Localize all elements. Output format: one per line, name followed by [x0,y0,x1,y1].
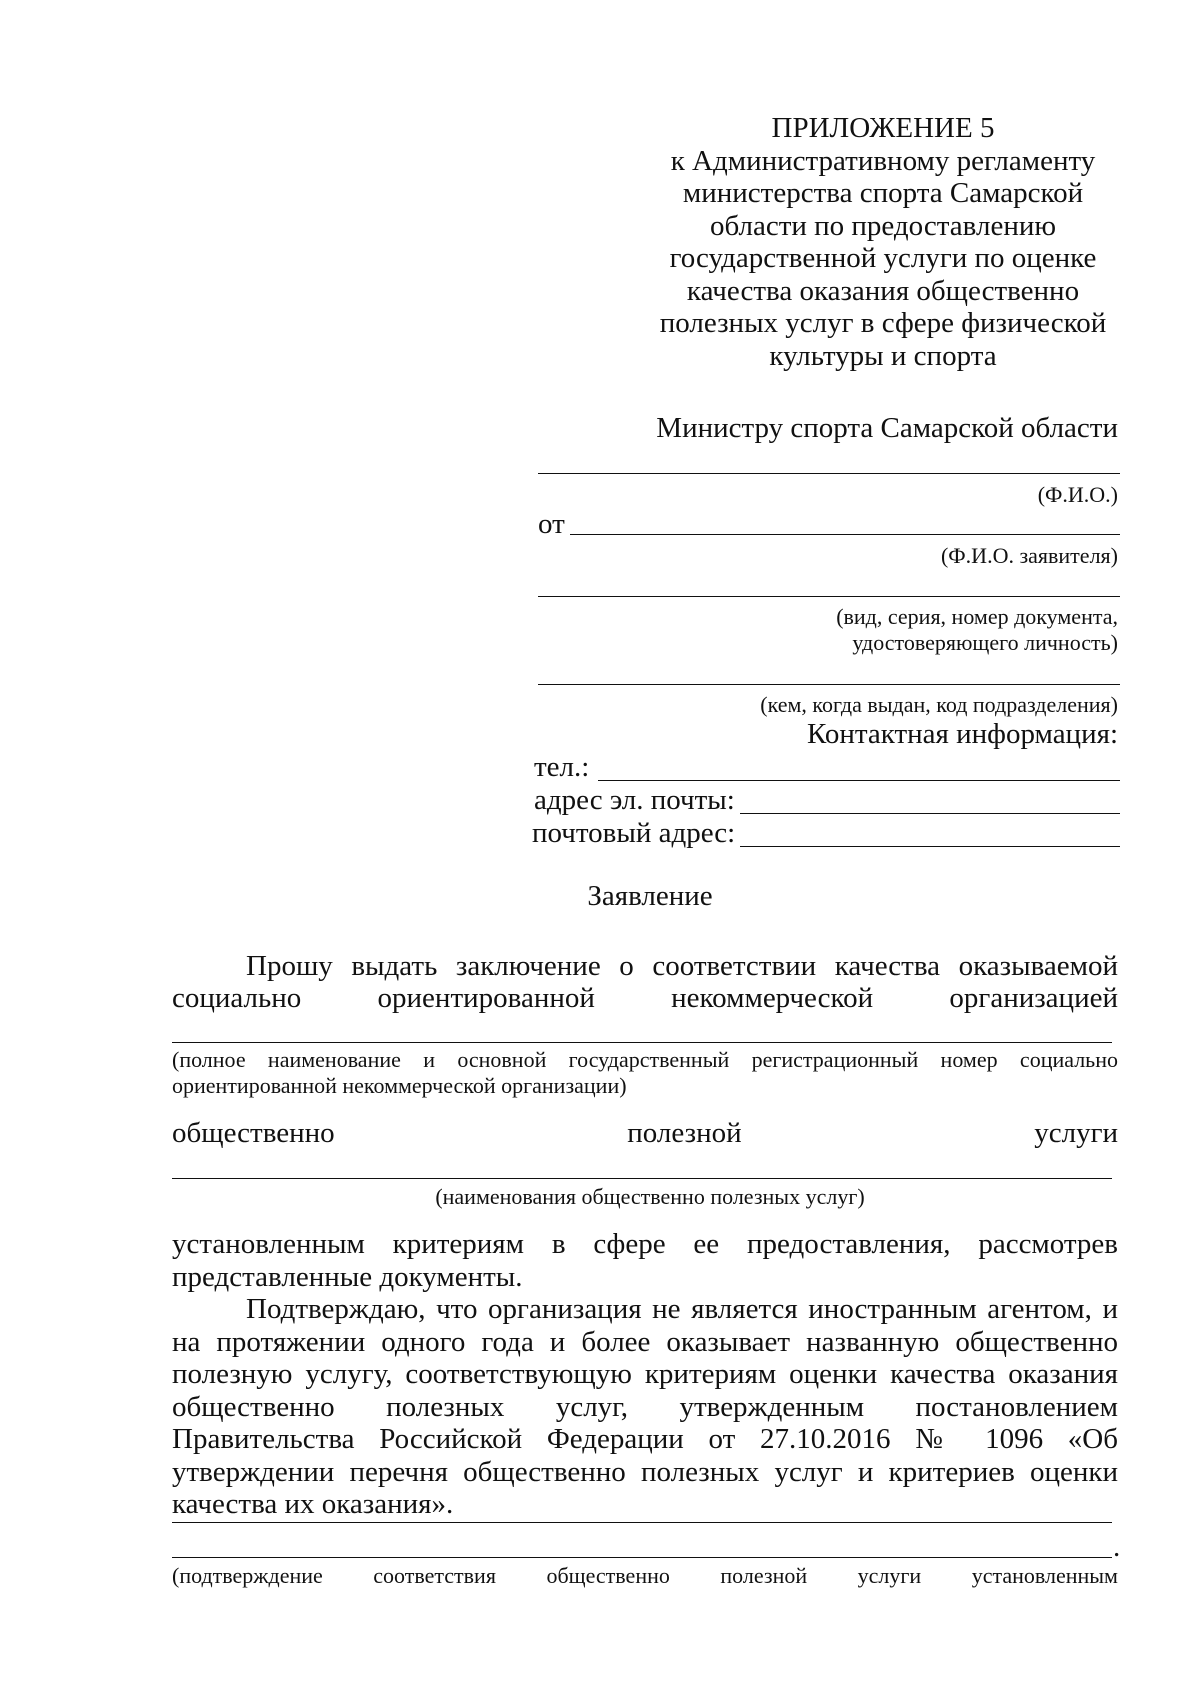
word: общественно [172,1117,335,1149]
appendix-title: ПРИЛОЖЕНИЕ 5 [771,112,995,144]
word: общественно [546,1563,670,1588]
identity-document-line[interactable] [538,596,1120,597]
appendix-line: области по предоставлению [709,209,1057,242]
document-caption-1: (вид, серия, номер документа, [836,604,1118,629]
email-label: адрес эл. почты: [534,784,735,816]
confirmation-paragraph: Подтверждаю, что организация не является иностранным агентом, и на протяжении одного года и более оказывает названную общественно полезную услугу, соответствующую критериям оценки качества оказания общественно полезных услуг, утвержденным постановлением Правительства Российской Федерации от 27.10.2016 № 1096 «Об утверждении перечня общественно полезных услуг и критериев оценки качества их оказания». [172,1293,1118,1520]
word: услуги [1034,1117,1118,1149]
word: полезной [720,1563,808,1588]
applicant-caption: (Ф.И.О. заявителя) [940,543,1118,568]
confirmation-field-2[interactable] [172,1557,1112,1558]
appendix-line: полезных услуг в сфере физической [659,307,1107,339]
word: ориентированной [377,982,595,1014]
word: некоммерческой [671,982,874,1014]
appendix-line: качества оказания общественно [686,274,1080,307]
service-name-field[interactable] [172,1178,1112,1179]
appendix-header [648,112,1118,372]
document-caption-2: удостоверяющего личность) [852,630,1118,655]
request-line-2 [172,982,1118,1014]
word: соответствия [373,1563,496,1588]
word: полезной [627,1117,742,1149]
word: организацией [949,982,1118,1014]
organization-name-field[interactable] [172,1042,1112,1043]
postal-address-field[interactable] [740,846,1120,847]
fio-caption: (Ф.И.О.) [1037,482,1118,507]
criteria-paragraph: установленным критериям в сфере ее предоставления, рассмотрев представленные документы. [172,1228,1118,1293]
email-field[interactable] [740,813,1120,814]
appendix-line: культуры и спорта [769,339,997,372]
word: услуги [857,1563,922,1588]
appendix-line: министерства спорта Самарской [682,177,1084,209]
word: (подтверждение [172,1563,323,1588]
period-mark: . [1113,1531,1121,1563]
appendix-line: государственной услуги по оценке [669,242,1097,274]
issued-caption: (кем, когда выдан, код подразделения) [760,692,1118,717]
phone-field[interactable] [598,780,1120,781]
addressee: Министру спорта Самарской области [656,412,1118,444]
issued-by-line[interactable] [538,684,1120,685]
postal-label: почтовый адрес: [532,817,736,849]
word: установленным [971,1563,1118,1588]
phone-label: тел.: [534,751,590,783]
word: социально [172,982,302,1014]
appendix-line: к Административному регламенту [670,144,1096,177]
from-label: от [538,508,565,540]
confirmation-field-1[interactable] [172,1522,1112,1523]
organization-caption: (полное наименование и основной государственный регистрационный номер социально ориентированной некоммерческой организации) [172,1047,1118,1098]
request-line-1: Прошу выдать заключение о соответствии качества оказываемой [246,950,1118,982]
contact-heading: Контактная информация: [806,718,1118,750]
applicant-fio-line[interactable] [570,534,1120,535]
service-caption: (наименования общественно полезных услуг) [435,1184,865,1209]
statement-heading: Заявление [587,880,713,912]
service-line [172,1117,1118,1149]
minister-fio-line[interactable] [538,473,1120,474]
confirmation-caption [172,1563,1118,1589]
